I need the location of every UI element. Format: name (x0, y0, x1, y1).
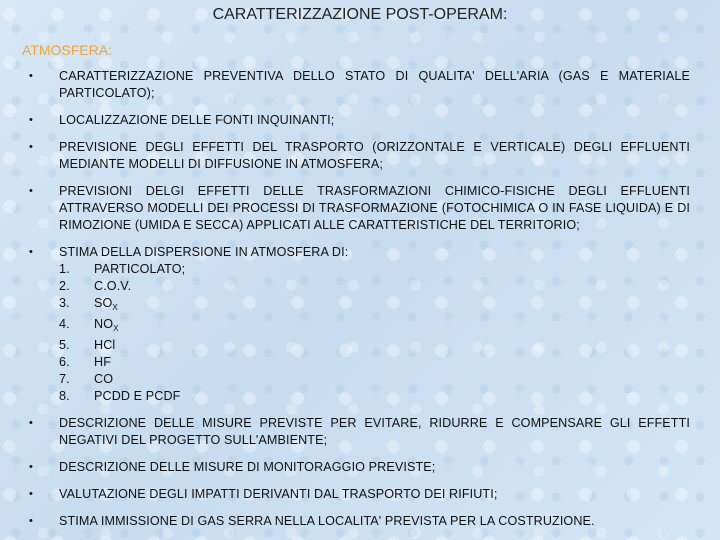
bullet-item (26, 244, 690, 405)
bullet-item (26, 513, 690, 530)
pollutant-item (59, 388, 690, 405)
pollutant-subscript: X (113, 324, 119, 333)
pollutant-list (59, 261, 690, 405)
pollutant-item (59, 278, 690, 295)
section-heading: ATMOSFERA: (22, 42, 112, 58)
bullet-item (26, 415, 690, 449)
pollutant-item (59, 371, 690, 388)
item-number: 5. (59, 338, 70, 352)
bullet-item (26, 183, 690, 234)
pollutant-name: HF (94, 355, 111, 369)
pollutant-name: C.O.V. (94, 279, 132, 293)
bullet-list (26, 68, 690, 540)
pollutant-item (59, 337, 690, 354)
pollutant-subscript: X (112, 303, 118, 312)
bullet-text: DESCRIZIONE DELLE MISURE DI MONITORAGGIO PREVISTE; (59, 460, 436, 474)
item-number: 6. (59, 355, 70, 369)
bullet-item (26, 68, 690, 102)
pollutant-name: PARTICOLATO; (94, 262, 186, 276)
bullet-text: STIMA DELLA DISPERSIONE IN ATMOSFERA DI: (59, 245, 349, 259)
bullet-item (26, 459, 690, 476)
slide-title: CARATTERIZZAZIONE POST-OPERAM: (212, 6, 508, 23)
pollutant-item (59, 295, 690, 316)
item-number: 3. (59, 296, 70, 310)
item-number: 8. (59, 389, 70, 403)
item-number: 7. (59, 372, 70, 386)
bullet-text: PREVISIONI DELGI EFFETTI DELLE TRASFORMAZIONI CHIMICO-FISICHE DEGLI EFFLUENTI ATTRAVERSO MODELLI DEI PROCESSI DI TRASFORMAZIONE (FOTOCHIMICA O IN FASE LIQUIDA) E DI RIMOZIONE (UMIDA E SECCA) APPLICATI ALLE CARATTERISTICHE DEL TERRITORIO; (59, 184, 690, 232)
pollutant-name: HCl (94, 338, 116, 352)
pollutant-item (59, 261, 690, 278)
bullet-text: PREVISIONE DEGLI EFFETTI DEL TRASPORTO (ORIZZONTALE E VERTICALE) DEGLI EFFLUENTI MEDIANTE MODELLI DI DIFFUSIONE IN ATMOSFERA; (59, 140, 690, 171)
pollutant-item (59, 316, 690, 337)
bullet-text: VALUTAZIONE DEGLI IMPATTI DERIVANTI DAL TRASPORTO DEI RIFIUTI; (59, 487, 498, 501)
pollutant-name: SO (94, 296, 113, 310)
bullet-text: STIMA IMMISSIONE DI GAS SERRA NELLA LOCALITA' PREVISTA PER LA COSTRUZIONE. (59, 514, 595, 528)
pollutant-name: CO (94, 372, 114, 386)
bullet-item (26, 139, 690, 173)
bullet-text: CARATTERIZZAZIONE PREVENTIVA DELLO STATO DI QUALITA' DELL'ARIA (GAS E MATERIALE PARTICOLATO); (59, 69, 690, 100)
item-number: 2. (59, 279, 70, 293)
bullet-item (26, 486, 690, 503)
pollutant-name: NO (94, 317, 114, 331)
pollutant-item (59, 354, 690, 371)
bullet-text: DESCRIZIONE DELLE MISURE PREVISTE PER EVITARE, RIDURRE E COMPENSARE GLI EFFETTI NEGATIVI DEL PROGETTO SULL'AMBIENTE; (59, 416, 690, 447)
bullet-item (26, 112, 690, 129)
item-number: 4. (59, 317, 70, 331)
pollutant-name: PCDD E PCDF (94, 389, 181, 403)
bullet-text: LOCALIZZAZIONE DELLE FONTI INQUINANTI; (59, 113, 335, 127)
item-number: 1. (59, 262, 70, 276)
